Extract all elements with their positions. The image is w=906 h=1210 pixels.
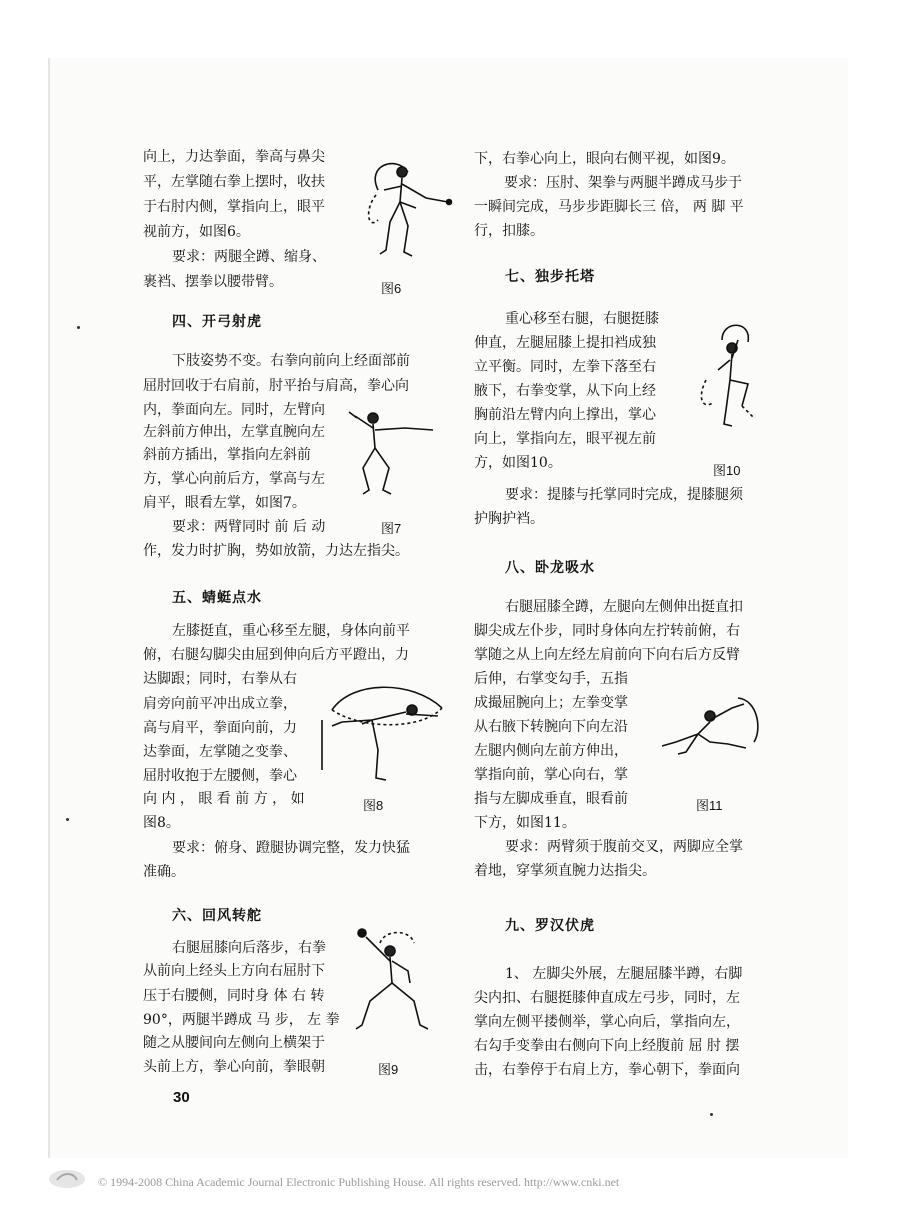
text-line: 后伸，右掌变勾手，五指 bbox=[474, 671, 628, 687]
figure-11-illustration bbox=[658, 690, 768, 760]
text-line: 头前上方，拳心向前，拳眼朝 bbox=[143, 1059, 325, 1075]
text-line: 要求：两臂同时 前 后 动 bbox=[172, 519, 326, 535]
text-line: 向上，掌指向左，眼平视左前 bbox=[474, 431, 656, 447]
scan-speck bbox=[66, 818, 69, 821]
text-line: 于右肘内侧，掌指向上，眼平 bbox=[143, 199, 325, 215]
text-line: 要求：两臂须于腹前交叉，两脚应全掌 bbox=[505, 839, 743, 855]
text-line: 掌向左侧平搂侧举，掌心向后，掌指向左， bbox=[474, 1014, 740, 1030]
figure-8-illustration bbox=[312, 680, 462, 790]
text-line: 击，右拳停于右肩上方，拳心朝下，拳面向 bbox=[474, 1062, 740, 1078]
text-line: 下，右拳心向上，眼向右侧平视，如图9。 bbox=[474, 151, 735, 167]
figure-10-caption: 图10 bbox=[713, 463, 741, 478]
text-line: 准确。 bbox=[143, 864, 185, 880]
figure-10-illustration bbox=[692, 320, 767, 430]
text-line: 护胸护裆。 bbox=[474, 511, 544, 527]
text-line: 胸前沿左臂内向上撑出，掌心 bbox=[474, 407, 656, 423]
text-line: 指与左脚成垂直，眼看前 bbox=[474, 791, 628, 807]
text-line: 腋下，右拳变掌，从下向上经 bbox=[474, 383, 656, 399]
text-line: 从右腋下转腕向下向左沿 bbox=[474, 719, 628, 735]
text-line: 方，掌心向前后方，掌高与左 bbox=[143, 471, 325, 487]
text-line: 左斜前方伸出，左掌直腕向左 bbox=[143, 424, 325, 440]
text-line: 90°，两腿半蹲成 马 步， 左 拳 bbox=[143, 1012, 340, 1028]
text-line: 达脚跟；同时，右拳从右 bbox=[143, 671, 297, 687]
text-line: 重心移至右腿，右腿挺膝 bbox=[505, 311, 659, 327]
text-line: 俯，右腿勾脚尖由屈到伸向后方平蹬出，力 bbox=[143, 647, 409, 663]
figure-6-illustration bbox=[356, 150, 456, 275]
text-line: 立平衡。同时，左拳下落至右 bbox=[474, 359, 656, 375]
cnki-logo-icon bbox=[47, 1168, 87, 1190]
figure-7-illustration bbox=[345, 398, 440, 498]
text-line: 裹裆、摆拳以腰带臂。 bbox=[143, 274, 283, 290]
section-heading-6: 六、回风转舵 bbox=[172, 908, 262, 924]
figure-9-illustration bbox=[350, 925, 440, 1040]
text-line: 右腿屈膝向后落步，右拳 bbox=[172, 940, 326, 956]
text-line: 掌指向前，掌心向右，掌 bbox=[474, 767, 628, 783]
scan-speck bbox=[710, 1113, 713, 1116]
page-crease bbox=[48, 58, 50, 1158]
text-line: 屈肘收抱于左腰侧，拳心 bbox=[143, 768, 297, 784]
copyright-footer: © 1994-2008 China Academic Journal Electronic Publishing House. All rights reserved. http://www.cnki.net bbox=[98, 1175, 620, 1189]
text-line: 伸直，左腿屈膝上提扣裆成独 bbox=[474, 335, 656, 351]
text-line: 高与肩平，拳面向前，力 bbox=[143, 720, 297, 736]
text-line: 要求：两腿全蹲、缩身、 bbox=[172, 249, 326, 265]
text-line: 左膝挺直，重心移至左腿，身体向前平 bbox=[172, 623, 410, 639]
section-heading-9: 九、罗汉伏虎 bbox=[505, 918, 595, 934]
text-line: 右腿屈膝全蹲，左腿向左侧伸出挺直扣 bbox=[505, 599, 743, 615]
section-heading-5: 五、蜻蜓点水 bbox=[172, 590, 262, 606]
text-line: 视前方，如图6。 bbox=[143, 224, 250, 240]
figure-8-caption: 图8 bbox=[363, 798, 384, 813]
text-line: 脚尖成左仆步，同时身体向左拧转前俯，右 bbox=[474, 623, 740, 639]
text-line: 屈肘回收于右肩前，肘平抬与肩高，拳心向 bbox=[143, 378, 409, 394]
text-line: 向 内 ， 眼 看 前 方 ， 如 bbox=[143, 791, 305, 807]
text-line: 向上，力达拳面，拳高与鼻尖 bbox=[143, 149, 325, 165]
text-line: 平，左掌随右拳上摆时，收扶 bbox=[143, 174, 325, 190]
scan-speck bbox=[77, 326, 80, 329]
text-line: 肩平，眼看左掌，如图7。 bbox=[143, 495, 306, 511]
text-line: 下肢姿势不变。右拳向前向上经面部前 bbox=[172, 353, 410, 369]
text-line: 下方，如图11。 bbox=[474, 815, 576, 831]
text-line: 着地，穿掌须直腕力达指尖。 bbox=[474, 863, 656, 879]
text-line: 要求：提膝与托掌同时完成，提膝腿须 bbox=[505, 487, 743, 503]
text-line: 行，扣膝。 bbox=[474, 223, 544, 239]
text-line: 肩旁向前平冲出成立拳， bbox=[143, 696, 297, 712]
text-line: 从前向上经头上方向右屈肘下 bbox=[143, 963, 325, 979]
text-line: 尖内扣、右腿挺膝伸直成左弓步，同时，左 bbox=[474, 990, 740, 1006]
text-line: 图8。 bbox=[143, 815, 180, 831]
text-line: 随之从腰间向左侧向上横架于 bbox=[143, 1035, 325, 1051]
text-line: 方，如图10。 bbox=[474, 455, 562, 471]
section-heading-4: 四、开弓射虎 bbox=[172, 314, 262, 330]
figure-6-caption: 图6 bbox=[381, 281, 402, 296]
text-line: 达拳面，左掌随之变拳、 bbox=[143, 744, 297, 760]
text-line: 压于右腰侧，同时身 体 右 转 bbox=[143, 988, 325, 1004]
text-line: 一瞬间完成，马步步距脚长三 倍， 两 脚 平 bbox=[474, 199, 744, 215]
text-line: 左腿内侧向左前方伸出， bbox=[474, 743, 628, 759]
page-number: 30 bbox=[173, 1089, 190, 1106]
text-line: 1、 左脚尖外展，左腿屈膝半蹲，右脚 bbox=[505, 966, 743, 982]
text-line: 斜前方插出，掌指向左斜前 bbox=[143, 447, 311, 463]
section-heading-7: 七、独步托塔 bbox=[505, 269, 595, 285]
text-line: 内，拳面向左。同时，左臂向 bbox=[143, 402, 325, 418]
figure-11-caption: 图11 bbox=[696, 798, 723, 813]
figure-7-caption: 图7 bbox=[381, 521, 402, 536]
text-line: 成撮屈腕向上；左拳变掌 bbox=[474, 695, 628, 711]
text-line: 作，发力时扩胸，势如放箭，力达左指尖。 bbox=[143, 543, 409, 559]
text-line: 要求：俯身、蹬腿协调完整，发力快猛 bbox=[172, 840, 410, 856]
figure-9-caption: 图9 bbox=[378, 1062, 399, 1077]
text-line: 掌随之从上向左经左肩前向下向右后方反臂 bbox=[474, 647, 740, 663]
text-line: 右勾手变拳由右侧向下向上经腹前 屈 肘 摆 bbox=[474, 1038, 740, 1054]
text-line: 要求：压肘、架拳与两腿半蹲成马步于 bbox=[504, 175, 742, 191]
section-heading-8: 八、卧龙吸水 bbox=[505, 560, 595, 576]
